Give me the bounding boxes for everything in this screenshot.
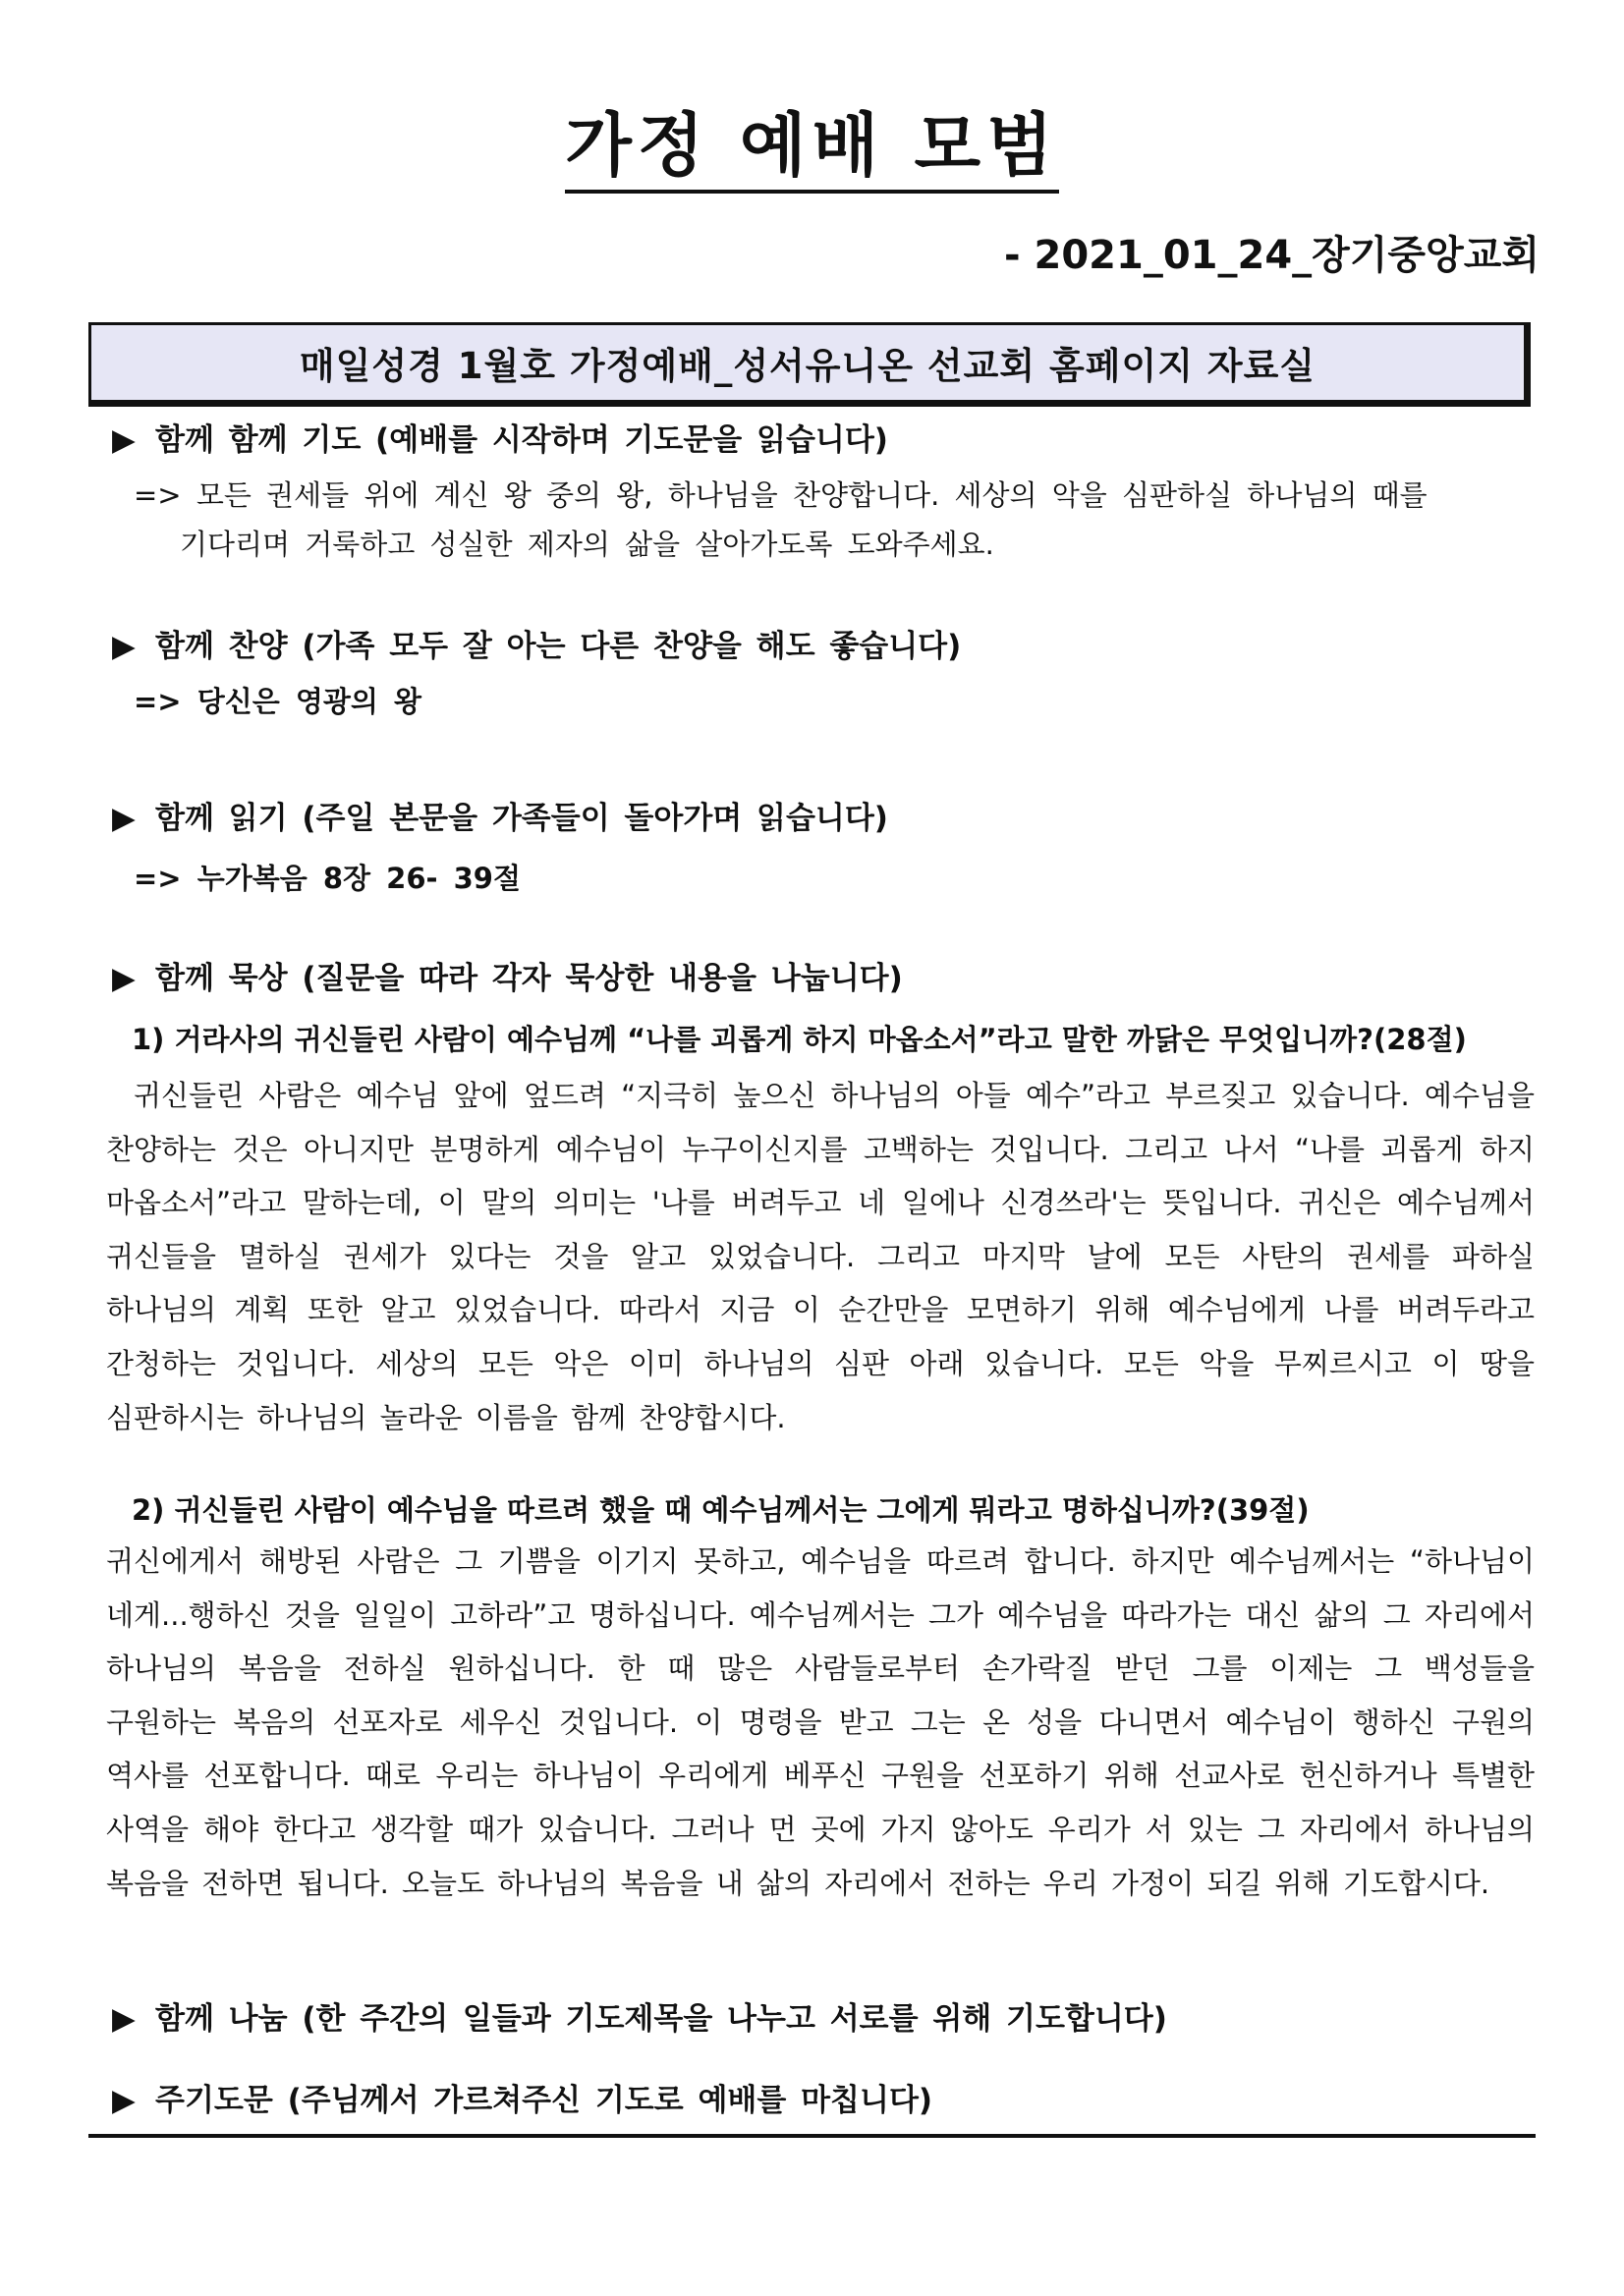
section-meditation-title: 함께 묵상 (질문을 따라 각자 묵상한 내용을 나눕니다) (155, 961, 903, 996)
source-banner-text: 매일성경 1월호 가정예배_성서유니온 선교회 홈페이지 자료실 (299, 345, 1316, 387)
section-prayer-heading (112, 419, 888, 462)
answer-1: 귀신들린 사람은 예수님 앞에 엎드려 “지극히 높으신 하나님의 아들 예수”라고 부르짖고 있습니다. 예수님을 찬양하는 것은 아니지만 분명하게 예수님이 누구이신지를 고백하는 것입니다. 그리고 나서 “나를 괴롭게 하지 마옵소서”라고 말하는데, 이 말의 의미는 '나를 버려두고 네 일에나 신경쓰라'는 뜻입니다. 귀신은 예수님께서 귀신들을 멸하실 권세가 있다는 것을 알고 있었습니다. 그리고 마지막 날에 모든 사탄의 권세를 파하실 하나님의 계획 또한 알고 있었습니다. 따라서 지금 이 순간만을 모면하기 위해 예수님에게 나를 버려두라고 간청하는 것입니다. 세상의 모든 악은 이미 하나님의 심판 아래 있습니다. 모든 악을 무찌르시고 이 땅을 심판하시는 하나님의 놀라운 이름을 함께 찬양합시다. (106, 1079, 1535, 1434)
section-sharing-title: 함께 나눔 (한 주간의 일들과 기도제목을 나누고 서로를 위해 기도합니다) (155, 2001, 1167, 2037)
section-praise-heading (112, 625, 961, 668)
section-praise-title: 함께 찬양 (가족 모두 잘 아는 다른 찬양을 해도 좋습니다) (155, 629, 962, 664)
section-prayer-title: 함께 함께 기도 (예배를 시작하며 기도문을 읽습니다) (155, 422, 888, 458)
question-1: 1) 거라사의 귀신들린 사람이 예수님께 “나를 괴롭게 하지 마옵소서”라고 말한 까닭은 무엇입니까?(28절) (132, 1023, 1467, 1056)
answer-2: 귀신에게서 해방된 사람은 그 기쁨을 이기지 못하고, 예수님을 따르려 합니다. 하지만 예수님께서는 “하나님이 네게...행하신 것을 일일이 고하라”고 명하십니다. 예수님께서는 그가 예수님을 따라가는 대신 삶의 그 자리에서 하나님의 복음을 전하실 원하십니다. 한 때 많은 사람들로부터 손가락질 받던 그를 이제는 그 백성들을 구원하는 복음의 선포자로 세우신 것입니다. 이 명령을 받고 그는 온 성을 다니면서 예수님이 행하신 구원의 역사를 선포합니다. 때로 우리는 하나님이 우리에게 베푸신 구원을 선포하기 위해 선교사로 헌신하거나 특별한 사역을 해야 한다고 생각할 때가 있습니다. 그러나 먼 곳에 가지 않아도 우리가 서 있는 그 자리에서 하나님의 복음을 전하면 됩니다. 오늘도 하나님의 복음을 내 삶의 자리에서 전하는 우리 가정이 되길 위해 기도합시다. (106, 1544, 1535, 1900)
page-title (0, 100, 1624, 191)
triangle-bullet-icon: ▶ (112, 801, 136, 836)
page-title-text: 가정 예배 모범 (565, 105, 1058, 194)
section-sharing-heading (112, 1997, 1167, 2041)
triangle-bullet-icon: ▶ (112, 2083, 136, 2118)
section-reading-passage: => 누가복음 8장 26- 39절 (134, 862, 521, 895)
section-praise-song: => 당신은 영광의 왕 (134, 685, 421, 718)
date-church-line: - 2021_01_24_장기중앙교회 (1003, 233, 1540, 278)
section-lords-prayer-title: 주기도문 (주님께서 가르쳐주신 기도로 예배를 마칩니다) (155, 2083, 933, 2118)
triangle-bullet-icon: ▶ (112, 961, 136, 996)
bottom-divider (88, 2134, 1536, 2138)
section-lords-prayer-heading (112, 2079, 932, 2122)
section-prayer-line-2: 기다리며 거룩하고 성실한 제자의 삶을 살아가도록 도와주세요. (180, 528, 994, 561)
section-reading-heading (112, 797, 888, 840)
triangle-bullet-icon: ▶ (112, 2001, 136, 2037)
question-2: 2) 귀신들린 사람이 예수님을 따르려 했을 때 예수님께서는 그에게 뭐라고 명하십니까?(39절) (132, 1493, 1310, 1527)
section-meditation-heading (112, 957, 903, 1000)
triangle-bullet-icon: ▶ (112, 422, 136, 458)
section-reading-title: 함께 읽기 (주일 본문을 가족들이 돌아가며 읽습니다) (155, 801, 888, 836)
triangle-bullet-icon: ▶ (112, 629, 136, 664)
source-banner (88, 322, 1531, 407)
section-prayer-line-1: => 모든 권세들 위에 계신 왕 중의 왕, 하나님을 찬양합니다. 세상의 악을 심판하실 하나님의 때를 (134, 478, 1428, 512)
